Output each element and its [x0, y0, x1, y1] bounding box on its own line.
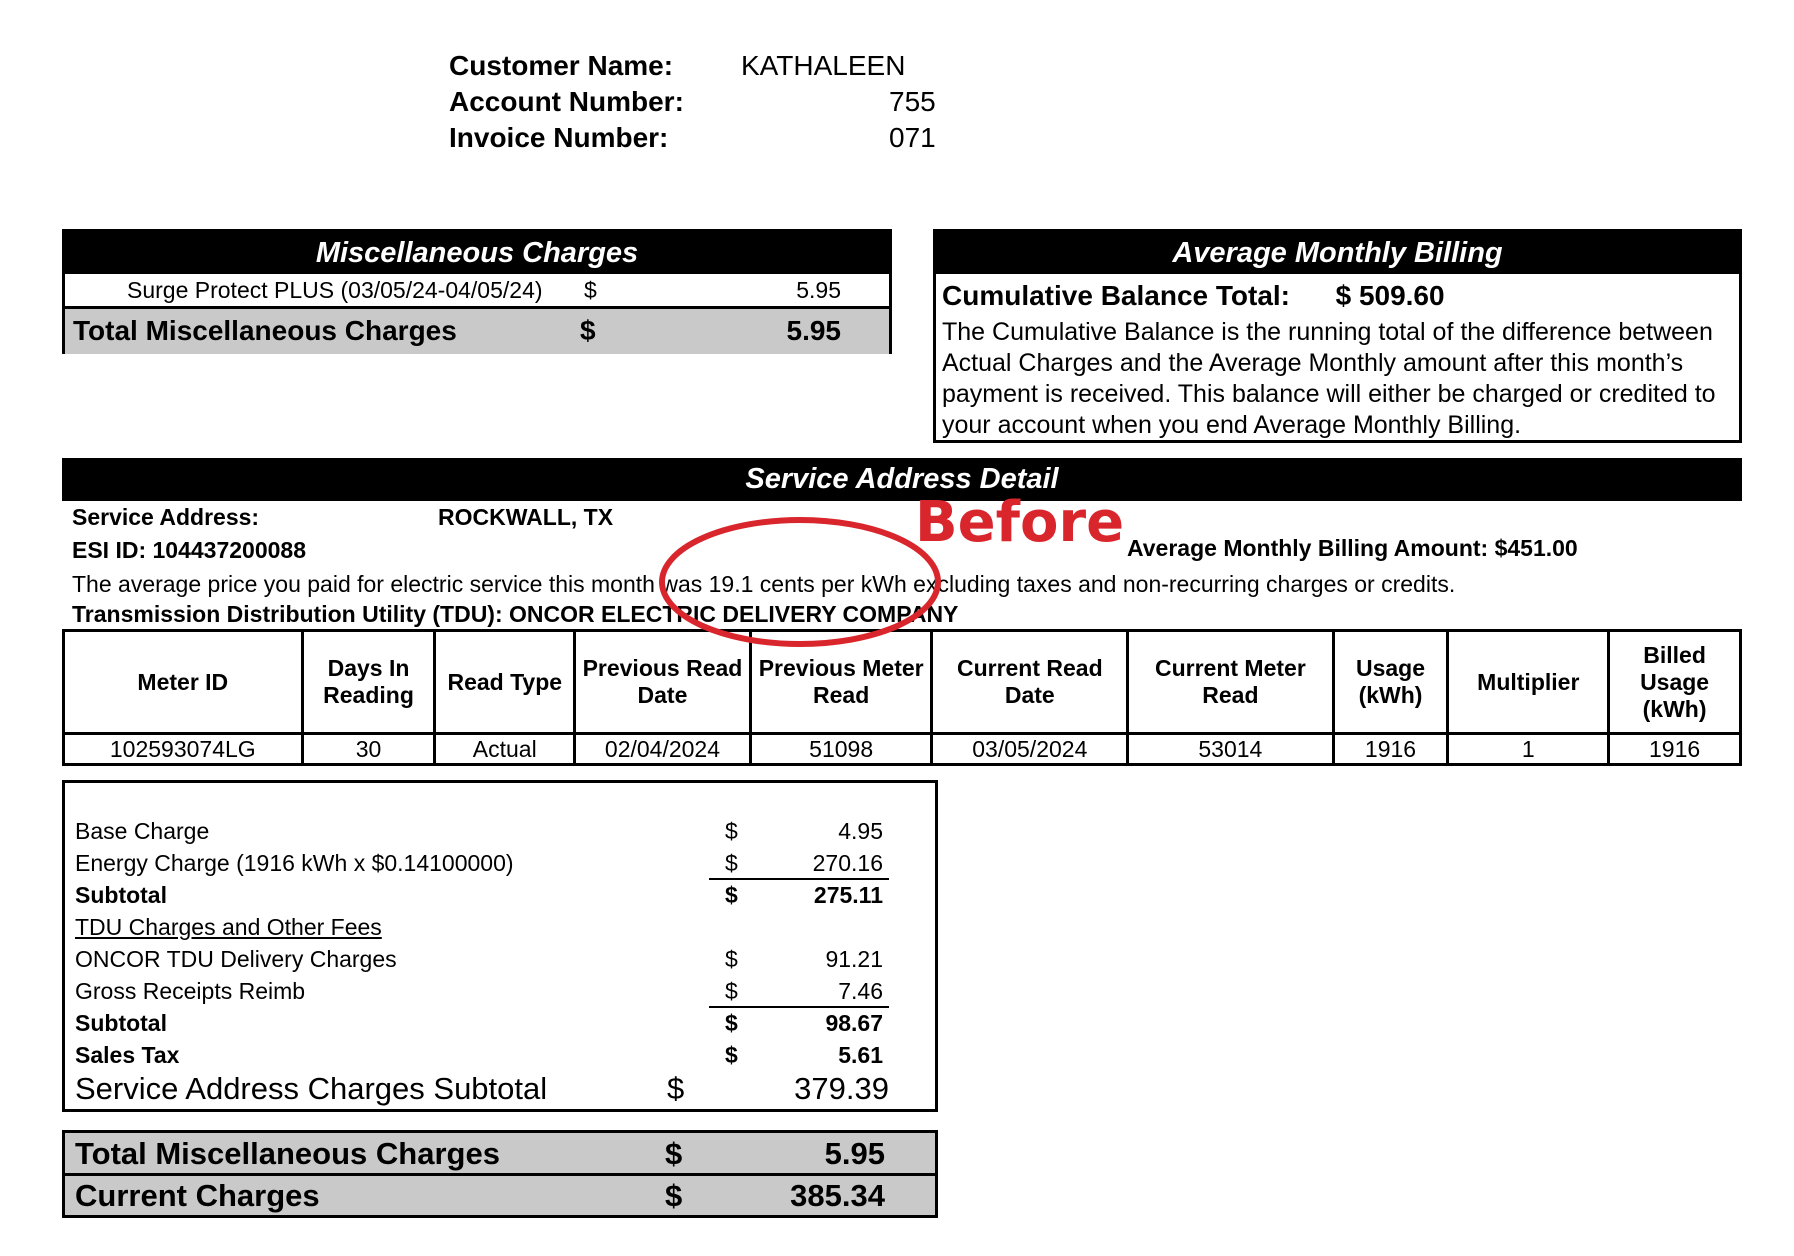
subtotal-amount: 275.11: [813, 882, 883, 908]
total-misc-currency: $: [665, 1136, 683, 1171]
meter-table-header: Multiplier: [1448, 631, 1609, 734]
service-subtotal-row: [75, 1070, 935, 1108]
oncor-amount: 91.21: [825, 946, 883, 972]
meter-table-header: Usage (kWh): [1333, 631, 1448, 734]
invoice-number-label: Invoice Number:: [449, 122, 669, 153]
meter-table-header: Previous Read Date: [575, 631, 751, 734]
meter-id-cell: 102593074LG: [64, 734, 303, 765]
average-monthly-billing-box: [933, 229, 1742, 443]
gross-receipts-currency: $: [725, 978, 738, 1004]
service-address-detail-title: Service Address Detail: [62, 458, 1742, 501]
service-subtotal-amount: 379.39: [794, 1071, 889, 1106]
total-misc-row: [65, 1133, 935, 1174]
average-price-text: The average price you paid for electric service this month was 19.1 cents per kWh excluding taxes and non-recurring charges or credits.: [72, 571, 1456, 597]
misc-total-label: Total Miscellaneous Charges: [73, 315, 457, 346]
subtotal-label: Subtotal: [75, 882, 167, 908]
sales-tax-row: [75, 1039, 935, 1071]
service-charges-box: [62, 780, 938, 1112]
misc-item-row: [65, 274, 889, 306]
total-misc-amount: 5.95: [824, 1136, 885, 1171]
customer-name-value: KATHALEEN: [741, 50, 906, 81]
cumulative-balance: [942, 276, 1445, 316]
misc-total-currency: $: [580, 315, 596, 346]
current-meter-read-cell: 53014: [1128, 734, 1333, 765]
amb-title: Average Monthly Billing: [936, 232, 1739, 274]
current-charges-amount: 385.34: [790, 1178, 885, 1213]
subtotal-amount: 98.67: [825, 1010, 883, 1036]
energy-charge-label: Energy Charge (1916 kWh x $0.14100000): [75, 850, 514, 876]
meter-table-header: Days In Reading: [302, 631, 435, 734]
base-charge-label: Base Charge: [75, 818, 210, 844]
energy-charge-amount: 270.16: [812, 850, 883, 876]
multiplier-cell: 1: [1448, 734, 1609, 765]
meter-table-header: Current Read Date: [932, 631, 1128, 734]
misc-charges-title: Miscellaneous Charges: [65, 232, 889, 274]
service-address-value: ROCKWALL, TX: [438, 504, 614, 530]
gross-receipts-amount: 7.46: [838, 978, 883, 1004]
meter-table-header: Read Type: [435, 631, 575, 734]
account-number-label: Account Number:: [449, 86, 684, 117]
sales-tax-label: Sales Tax: [75, 1042, 180, 1068]
table-row: [64, 734, 1741, 765]
usage-cell: 1916: [1333, 734, 1448, 765]
subtotal-currency: $: [725, 882, 738, 908]
meter-table-header: Billed Usage (kWh): [1609, 631, 1741, 734]
current-charges-currency: $: [665, 1178, 683, 1213]
oncor-label: ONCOR TDU Delivery Charges: [75, 946, 397, 972]
oncor-row: [75, 943, 935, 975]
energy-charge-currency: $: [725, 850, 738, 876]
misc-total-amount: 5.95: [786, 315, 841, 346]
oncor-currency: $: [725, 946, 738, 972]
sales-tax-amount: 5.61: [838, 1042, 883, 1068]
cumulative-balance-label: Cumulative Balance Total:: [942, 280, 1291, 311]
subtotal-label: Subtotal: [75, 1010, 167, 1036]
base-charge-amount: 4.95: [838, 818, 883, 844]
current-charges-label: Current Charges: [75, 1178, 320, 1213]
read-type-cell: Actual: [435, 734, 575, 765]
cumulative-balance-description: The Cumulative Balance is the running total of the difference between Actual Charges and the Average Monthly amount after this month’s payment is received. This balance will either be charged or credited to your account when you end Average Monthly Billing.: [942, 318, 1716, 439]
meter-table-header: Current Meter Read: [1128, 631, 1333, 734]
tdu-heading-row: [75, 911, 935, 943]
subtotal-row: [75, 879, 935, 911]
tdu-charges-heading: TDU Charges and Other Fees: [75, 914, 382, 940]
misc-item-label: Surge Protect PLUS (03/05/24-04/05/24): [127, 277, 543, 303]
tdu-label: Transmission Distribution Utility (TDU):: [72, 601, 503, 627]
service-subtotal-currency: $: [667, 1071, 685, 1106]
service-address-label: Service Address:: [72, 504, 260, 530]
misc-charges-box: [62, 229, 892, 354]
totals-box: [62, 1130, 938, 1218]
previous-read-date-cell: 02/04/2024: [575, 734, 751, 765]
invoice-number-value: 071: [889, 122, 936, 153]
meter-table-header: Previous Meter Read: [750, 631, 932, 734]
esi-id-label: ESI ID:: [72, 537, 147, 563]
gross-receipts-label: Gross Receipts Reimb: [75, 978, 306, 1004]
tdu-value: ONCOR ELECTRIC DELIVERY COMPANY: [509, 601, 959, 627]
misc-total-row: [65, 306, 889, 354]
annotation-before-label: Before: [915, 490, 1125, 555]
misc-item-currency: $: [584, 277, 597, 303]
days-in-reading-cell: 30: [302, 734, 435, 765]
subtotal-currency: $: [725, 1010, 738, 1036]
account-number-value: 755: [889, 86, 936, 117]
total-misc-label: Total Miscellaneous Charges: [75, 1136, 500, 1171]
billed-usage-cell: 1916: [1609, 734, 1741, 765]
sales-tax-currency: $: [725, 1042, 738, 1068]
current-read-date-cell: 03/05/2024: [932, 734, 1128, 765]
misc-item-amount: 5.95: [796, 277, 841, 303]
previous-meter-read-cell: 51098: [750, 734, 932, 765]
meter-table-header: Meter ID: [64, 631, 303, 734]
esi-id-value: 104437200088: [152, 537, 307, 563]
amb-amount: Average Monthly Billing Amount: $451.00: [1127, 535, 1578, 561]
gross-receipts-row: [75, 975, 935, 1007]
base-charge-currency: $: [725, 818, 738, 844]
energy-charge-row: [75, 847, 935, 879]
cumulative-balance-currency: $: [1335, 280, 1352, 311]
esi-id: [72, 537, 306, 564]
cumulative-balance-amount: 509.60: [1358, 280, 1445, 311]
subtotal-row: [75, 1007, 935, 1039]
service-subtotal-label: Service Address Charges Subtotal: [75, 1071, 548, 1106]
customer-name-label: Customer Name:: [449, 50, 674, 81]
current-charges-row: [65, 1175, 935, 1216]
base-charge-row: [75, 815, 935, 847]
annotation-circle: [655, 512, 945, 652]
